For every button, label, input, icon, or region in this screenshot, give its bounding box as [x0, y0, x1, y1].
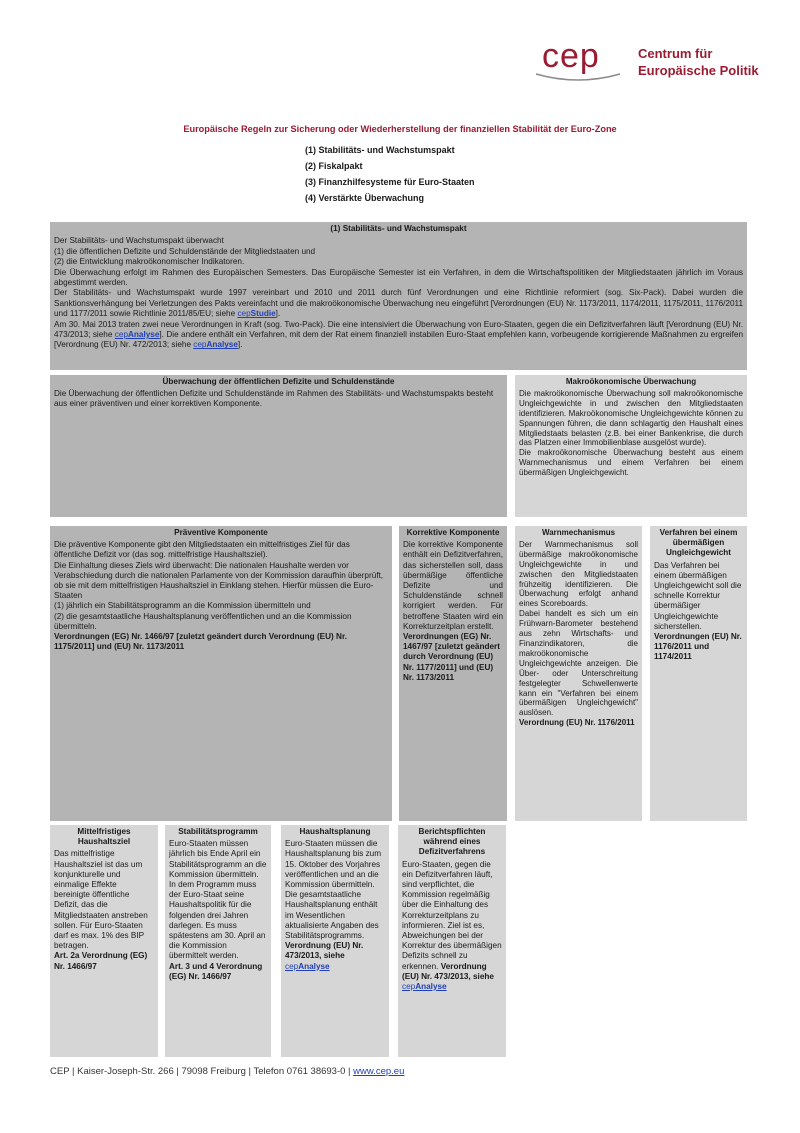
sgp-six-pack-text: Der Stabilitäts- und Wachstumspakt wurde 1997 vereinbart und 2010 und 2011 durch fünf Verordnungen und eine Richtlinie reformiert (sog. Six-Pack). Dabei wurden die Sanktionsverhängung bei Verletzungen des Pakts vereinfacht und die makroökonomische Überwachung neu eingeführt [Verordnungen (EU) Nr. 1173/2011, 1174/2011, 1175/2011, 1176/2011 und 1177/2011 sowie Richtlinie 2011/85/EU; siehe cepStudie]. — [54, 288, 743, 319]
warning-ref: Verordnung (EU) Nr. 1176/2011 — [519, 718, 635, 728]
reporting-text: Euro-Staaten, gegen die ein Defizitverfahren läuft, sind verpflichtet, die Kommission regelmäßig über die Einhaltung des Korrekturzeitplans zu informieren. Ziel ist es, Abweichungen bei der Korrektur des übermäßigen Defizits schnell zu erkennen. Verordnung (EU) Nr. 473/2013, siehe cepAnalyse — [402, 859, 502, 992]
budget-analyse-link[interactable]: cepAnalyse — [285, 961, 330, 971]
stability-text: Euro-Staaten müssen jährlich bis Ende April ein Stabilitätsprogramm an die Kommission übermitteln. In dem Programm muss der Euro-Staat seine Haushaltspolitik für die folgenden drei Jahren darlegen. Es muss spätestens am 30. April an die Kommission übermittelt werden. — [169, 839, 267, 961]
deficit-heading: Überwachung der öffentlichen Defizite und Schuldenstände — [162, 377, 395, 386]
deficit-box — [50, 375, 507, 517]
preventive-text-1: Die präventive Komponente gibt den Mitgliedstaaten ein mittelfristiges Ziel für das öffentliche Defizit vor (das sog. mittelfristige Haushaltsziel). — [54, 540, 350, 560]
corrective-heading: Korrektive Komponente — [406, 528, 500, 537]
toc-item-3: (3) Finanzhilfesysteme für Euro-Staaten — [305, 177, 475, 187]
excessive-ref: Verordnungen (EU) Nr. 1176/2011 und 1174/2011 — [654, 632, 742, 662]
macro-text-1: Die makroökonomische Überwachung soll makroökonomische Ungleichgewichte in und zwischen den Mitgliedstaaten identifizieren. Makroökonomische Ungleichgewichte können zu Spannungen führen, die dann schlagartig den Haushalt eines Mitgliedstaats belasten (z.B. bei einer Bankenkrise, die durch das Platzen einer Immobilienblase ausgelöst wurde). — [519, 388, 743, 448]
corrective-ref: Verordnungen (EG) Nr. 1467/97 [zuletzt geändert durch Verordnung (EU) Nr. 1177/2011] und (EU) Nr. 1173/2011 — [403, 632, 500, 682]
reporting-heading: Berichtspflichten während eines Defizitverfahrens — [418, 827, 486, 857]
midterm-heading: Mittelfristiges Haushaltsziel — [77, 827, 131, 847]
stability-box — [165, 825, 271, 1057]
cep-analyse-link-1[interactable]: cepAnalyse — [114, 330, 160, 340]
stability-heading: Stabilitätsprogramm — [178, 827, 258, 836]
logo-line-1: Centrum für — [638, 46, 713, 61]
macro-box — [515, 375, 747, 517]
macro-text-2: Die makroökonomische Überwachung besteht aus einem Warnmechanismus und einem Verfahren bei einem übermäßigen Ungleichgewicht. — [519, 448, 743, 478]
toc-item-4: (4) Verstärkte Überwachung — [305, 193, 425, 203]
budget-box — [281, 825, 389, 1057]
footer-website-link[interactable]: www.cep.eu — [353, 1066, 405, 1077]
logo-mark: cep — [542, 37, 600, 75]
midterm-box — [50, 825, 158, 1057]
reporting-box — [398, 825, 506, 1057]
midterm-text: Das mittelfristige Haushaltsziel ist das um konjunkturelle und einmalige Effekte bereinigte öffentliche Defizit, das die Mitgliedstaaten anstreben sollen. Für Euro-Staaten darf es max. 1% des BIP betragen. — [54, 849, 148, 951]
excessive-text: Das Verfahren bei einem übermäßigen Ungleichgewicht soll die schnelle Korrektur übermäßiger Ungleichgewichte sicherstellen. — [654, 560, 742, 631]
cep-logo — [530, 36, 626, 86]
reporting-analyse-link[interactable]: cepAnalyse — [402, 982, 447, 992]
sgp-line-3: (2) die Entwicklung makroökonomischer Indikatoren. — [54, 257, 245, 267]
logo-line-2: Europäische Politik — [638, 63, 759, 78]
preventive-text-4: (2) die gesamtstaatliche Haushaltsplanung veröffentlichen und an die Kommission übermitteln. — [54, 611, 352, 631]
sgp-line-2: (1) die öffentlichen Defizite und Schuldenstände der Mitgliedstaaten und — [54, 246, 316, 256]
sgp-line-1: Der Stabilitäts- und Wachstumspakt überwacht — [54, 236, 224, 246]
preventive-text-3: (1) jährlich ein Stabilitätsprogramm an die Kommission übermitteln und — [54, 601, 311, 611]
footer-text: CEP | Kaiser-Joseph-Str. 266 | 79098 Freiburg | Telefon 0761 38693-0 | — [50, 1066, 354, 1077]
cep-analyse-link-2[interactable]: cepAnalyse — [193, 340, 238, 350]
midterm-ref: Art. 2a Verordnung (EG) Nr. 1466/97 — [54, 951, 148, 971]
stability-ref: Art. 3 und 4 Verordnung (EG) Nr. 1466/97 — [169, 961, 263, 981]
preventive-text-2: Die Einhaltung dieses Ziels wird überwacht: Die nationalen Haushalte werden vor Verabschiedung durch die nationalen Parlamente von der Kommission daraufhin überprüft, ob sie mit dem mittelfristigen Haushaltsziel in Einklang stehen. Hierfür müssen die Euro-Staaten — [54, 560, 384, 601]
budget-heading: Haushaltsplanung — [299, 827, 371, 836]
footer — [50, 1066, 750, 1077]
sgp-box — [50, 222, 747, 370]
excessive-box — [650, 526, 747, 821]
warning-heading: Warnmechanismus — [541, 528, 616, 537]
warning-text-1: Der Warnmechanismus soll übermäßige makroökonomische Ungleichgewichte in und zwischen den Mitgliedstaaten frühzeitig identifizieren. Die Überwachung erfolgt anhand eines Scoreboards. — [519, 539, 638, 609]
macro-heading: Makroökonomische Überwachung — [565, 377, 697, 386]
deficit-text: Die Überwachung der öffentlichen Defizite und Schuldenstände im Rahmen des Stabilitäts- und Wachstumspakts besteht aus einer präventiven und einer korrektiven Komponente. — [54, 389, 494, 409]
preventive-heading: Präventive Komponente — [174, 528, 268, 537]
preventive-box — [50, 526, 392, 821]
excessive-heading: Verfahren bei einem übermäßigen Ungleichgewicht — [659, 528, 738, 558]
sgp-heading: (1) Stabilitäts- und Wachstumspakt — [330, 224, 467, 233]
preventive-ref: Verordnungen (EG) Nr. 1466/97 [zuletzt geändert durch Verordnung (EU) Nr. 1175/2011] und (EU) Nr. 1173/2011 — [54, 632, 347, 652]
corrective-box — [399, 526, 507, 821]
sgp-two-pack-text: Am 30. Mai 2013 traten zwei neue Verordnungen in Kraft (sog. Two-Pack). Die eine intensiviert die Überwachung von Euro-Staaten, gegen die ein Defizitverfahren läuft [Verordnung (EU) Nr. 473/2013; siehe cepAnalyse]. Die andere enthält ein Verfahren, mit dem der Rat einem finanziell instabilen Euro-Staat empfehlen kann, vorbeugende korrigierende Maßnahmen zu ergreifen [Verordnung (EU) Nr. 472/2013; siehe cepAnalyse]. — [54, 319, 743, 350]
budget-text: Euro-Staaten müssen die Haushaltsplanung bis zum 15. Oktober des Vorjahres veröffentlichen und an die Kommission übermitteln. Die gesamtstaatliche Haushaltsplanung enthält im Wesentlichen aktualisierte Angaben des Stabilitätsprogramms. Verordnung (EU) Nr. 473/2013, siehe cepAnalyse — [285, 839, 382, 971]
cep-studie-link[interactable]: cepStudie — [237, 309, 276, 319]
toc-item-1: (1) Stabilitäts- und Wachstumspakt — [305, 145, 455, 155]
toc — [305, 142, 605, 206]
corrective-text: Die korrektive Komponente enthält ein Defizitverfahren, das sicherstellen soll, dass übermäßige öffentliche Defizite und Schuldenstände schnell korrigiert werden. Für betroffene Staaten wird ein Korrekturzeitplan erstellt. — [403, 540, 503, 631]
warning-box — [515, 526, 642, 821]
document-title: Europäische Regeln zur Sicherung oder Wiederherstellung der finanziellen Stabilität der Euro-Zone — [183, 124, 617, 134]
warning-text-2: Dabei handelt es sich um ein Frühwarn-Barometer bestehend aus zehn Wirtschafts- und Finanzindikatoren, die makroökonomische Ungleichgewichte anzeigen. Die Über- oder Unterschreitung festgelegter Schwellenwerte kann ein "Verfahren bei einem übermäßigen Ungleichgewicht" auslösen. — [519, 609, 638, 718]
sgp-semester-text: Die Überwachung erfolgt im Rahmen des Europäischen Semesters. Das Europäische Semester ist ein Verfahren, in dem die Wirtschaftspolitiken der Mitgliedstaaten jährlich im Voraus abgestimmt werden. — [54, 267, 743, 288]
toc-item-2: (2) Fiskalpakt — [305, 161, 363, 171]
